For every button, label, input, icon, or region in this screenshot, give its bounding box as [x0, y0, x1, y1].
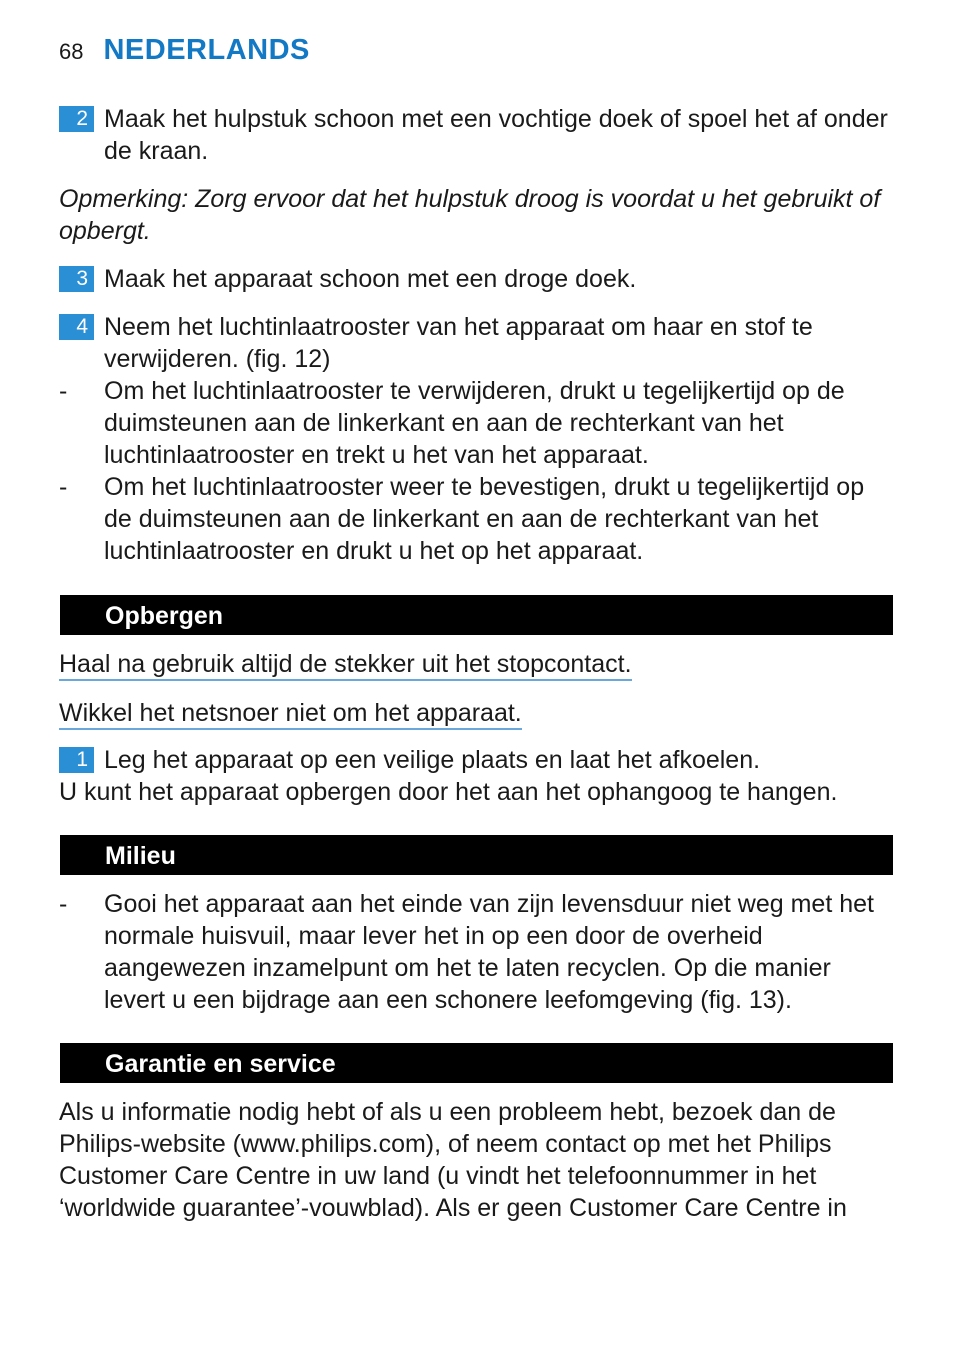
step-number-badge: 1: [59, 747, 94, 773]
page-header: [59, 34, 310, 74]
list-item: - Om het luchtinlaatrooster te verwijderen, drukt u tegelijkertijd op de duimsteunen aan de linkerkant en aan de rechterkant van het luchtinlaatrooster en trekt u het van het apparaat.: [59, 377, 845, 469]
list-item: - Om het luchtinlaatrooster weer te bevestigen, drukt u tegelijkertijd op de duimsteunen aan de linkerkant en aan de rechterkant van het luchtinlaatrooster en drukt u het op het apparaat.: [59, 473, 865, 565]
dash-bullet: -: [59, 473, 68, 501]
step-text: Maak het hulpstuk schoon met een vochtige doek of spoel het af onder de kraan.: [104, 105, 888, 165]
section-heading-milieu: Milieu: [60, 835, 893, 875]
warning-cord: [59, 697, 893, 730]
warning-text: Haal na gebruik altijd de stekker uit het stopcontact.: [59, 649, 632, 681]
step-number-badge: 2: [59, 106, 94, 132]
step-number-badge: 4: [59, 314, 94, 340]
list-item: - Gooi het apparaat aan het einde van zijn levensduur niet weg met het normale huisvuil, maar lever het in op een door de overheid aangewezen inzamelpunt om het te laten recyclen. Op die manier levert u een bijdrage aan een schonere leefomgeving (fig. 13).: [59, 890, 874, 1014]
step-text: Leg het apparaat op een veilige plaats en laat het afkoelen.: [104, 746, 761, 774]
language-title: NEDERLANDS: [103, 34, 310, 66]
step-text: Maak het apparaat schoon met een droge doek.: [104, 265, 637, 293]
dash-bullet: -: [59, 377, 68, 405]
note: Opmerking: Zorg ervoor dat het hulpstuk droog is voordat u het gebruikt of opbergt.: [59, 185, 881, 245]
page-number: 68: [59, 39, 84, 64]
storage-info: U kunt het apparaat opbergen door het aan het ophangoog te hangen.: [59, 778, 838, 806]
step-2: [59, 103, 893, 167]
philips-website-link[interactable]: www.philips.com: [241, 1130, 426, 1158]
section-heading-garantie: Garantie en service: [60, 1043, 893, 1083]
dash-bullet: -: [59, 890, 68, 918]
step-text: Neem het luchtinlaatrooster van het apparaat om haar en stof te verwijderen. (fig. 12): [104, 313, 813, 373]
warning-unplug: [59, 648, 893, 681]
section-heading-opbergen: Opbergen: [60, 595, 893, 635]
guarantee-paragraph: Als u informatie nodig hebt of als u een probleem hebt, bezoek dan de Philips-website (www.philips.com), of neem contact op met het Philips Customer Care Centre in uw land (u vindt het telefoonnummer in het ‘worldwide guarantee’-vouwblad). Als er geen Customer Care Centre in: [59, 1098, 847, 1222]
milieu-list: [59, 888, 893, 1016]
step-number-badge: 3: [59, 266, 94, 292]
warning-text: Wikkel het netsnoer niet om het apparaat.: [59, 698, 522, 730]
step-1-storage: [59, 744, 893, 808]
step-3: [59, 263, 893, 295]
step-4: [59, 311, 893, 567]
